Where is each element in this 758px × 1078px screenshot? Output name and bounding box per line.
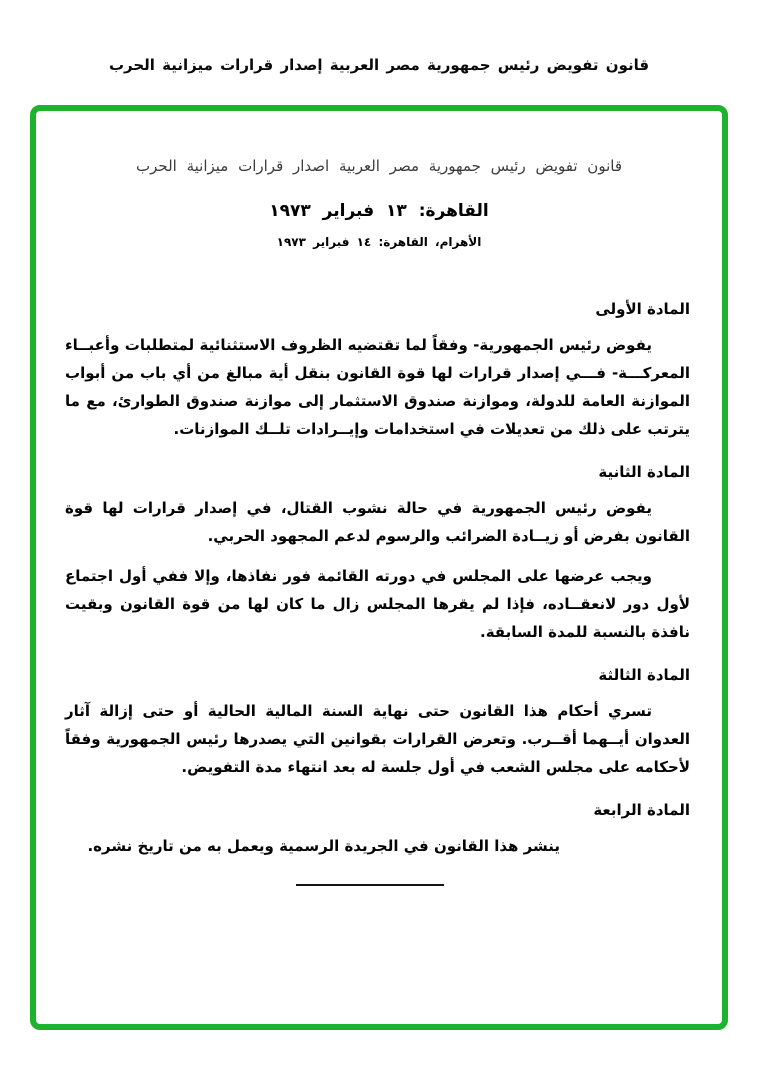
article-1-heading: المادة الأولى [595, 300, 690, 318]
document-title: قانون تفويض رئيس جمهورية مصر العربية اصدار قرارات ميزانية الحرب [135, 157, 622, 175]
section-divider [296, 884, 444, 886]
highlight-frame [30, 105, 728, 1030]
dateline: القاهرة: ١٣ فبراير ١٩٧٣ [269, 201, 489, 221]
article-3-heading: المادة الثالثة [598, 666, 690, 684]
article-2-paragraph-1: يفوض رئيس الجمهورية في حالة نشوب القتال، في إصدار قرارات لها قوة القانون بفرض أو زيــادة الضرائب والرسوم لدعم المجهود الحربي. [65, 499, 690, 545]
article-4-heading: المادة الرابعة [593, 801, 690, 819]
article-3 [65, 661, 690, 781]
article-1-paragraph-1: يفوض رئيس الجمهورية- وفقاً لما تقتضيه الظروف الاستثنائية لمتطلبات وأعبــاء المعركـــة- فـــي إصدار قرارات لها قوة القانون بنقل أية مبالغ من أي باب من أبواب الموازنة العامة للدولة، وموازنة صندوق الاستثمار إلى موازنة صندوق الطوارئ، مع ما يترتب على ذلك من تعديلات في استخدامات وإيــرادات تلــك الموازنات. [65, 336, 690, 438]
article-2 [65, 458, 690, 646]
document-body [65, 295, 690, 860]
article-4-paragraph-1: ينشر هذا القانون في الجريدة الرسمية ويعمل به من تاريخ نشره. [87, 837, 560, 855]
article-2-heading: المادة الثانية [598, 463, 690, 481]
page-title: قانون تفويض رئيس جمهورية مصر العربية إصدار قرارات ميزانية الحرب [108, 56, 650, 74]
article-3-paragraph-1: تسري أحكام هذا القانون حتى نهاية السنة المالية الحالية أو حتى إزالة آثار العدوان أيــهما أقــرب. وتعرض القرارات بقوانين التي يصدرها رئيس الجمهورية وفقاً لأحكامه على مجلس الشعب في أول جلسة له بعد انتهاء مدة التفويض. [65, 702, 690, 776]
article-1 [65, 295, 690, 443]
article-4 [65, 796, 690, 860]
source-attribution: الأهرام، القاهرة: ١٤ فبراير ١٩٧٣ [276, 235, 482, 249]
article-2-paragraph-2: ويجب عرضها على المجلس في دورته القائمة فور نفاذها، وإلا ففي أول اجتماع لأول دور لانعقــاده، فإذا لم يقرها المجلس زال ما كان لها من قوة القانون وبقيت نافذة بالنسبة للمدة السابقة. [65, 567, 690, 641]
